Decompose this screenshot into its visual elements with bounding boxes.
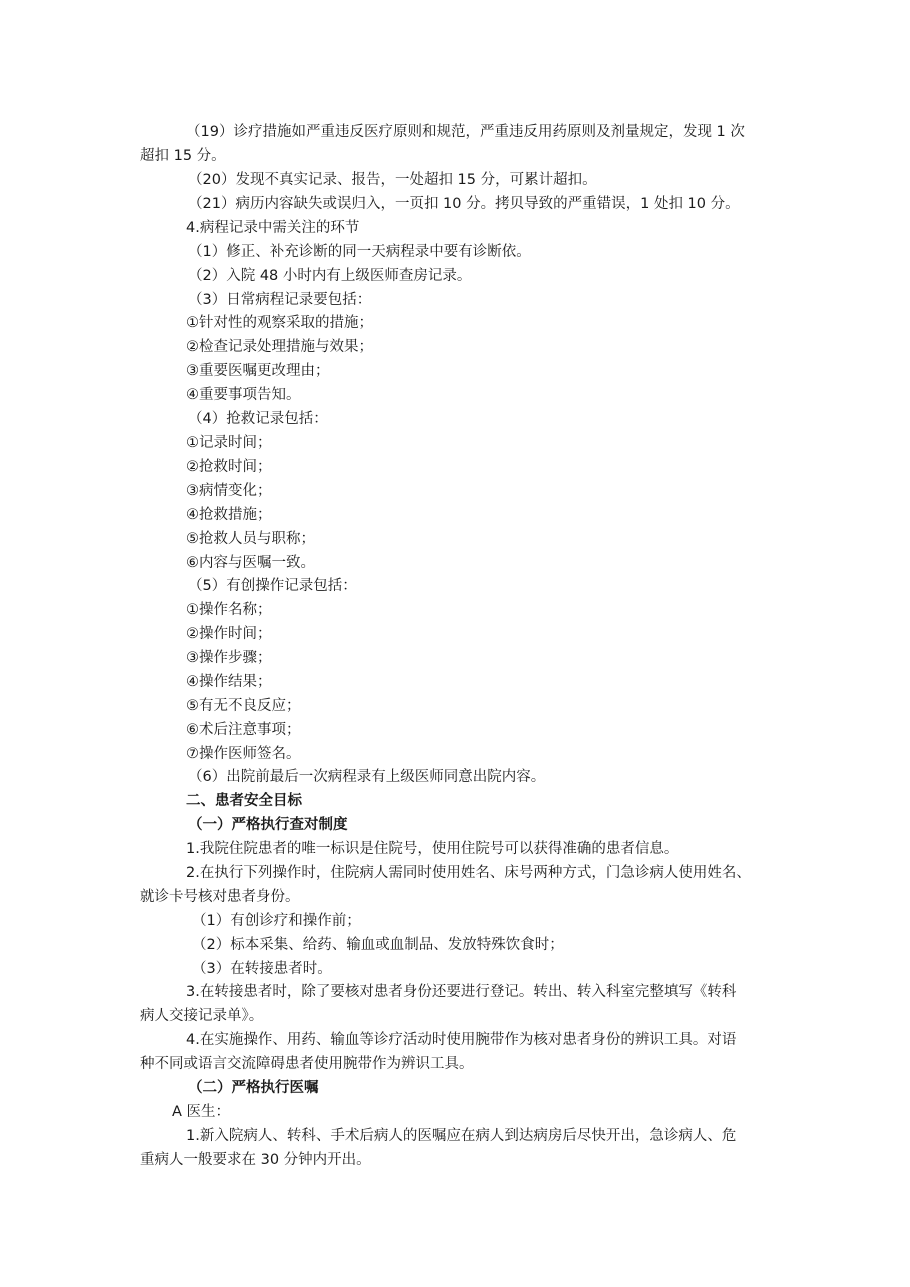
text-line: （20）发现不真实记录、报告，一处超扣 15 分，可累计超扣。	[188, 172, 597, 188]
subsection-heading: （一）严格执行查对制度	[188, 817, 348, 833]
text-line: 3.在转接患者时，除了要核对患者身份还要进行登记。转出、转入科室完整填写《转科	[186, 984, 737, 1000]
list-item: ①记录时间；	[186, 435, 272, 451]
list-item: ⑥内容与医嘱一致。	[186, 555, 315, 571]
text-line: （1）有创诊疗和操作前；	[192, 913, 361, 929]
list-item: ⑦操作医师签名。	[186, 746, 301, 762]
list-item: ②抢救时间；	[186, 459, 272, 475]
list-item: ④重要事项告知。	[186, 387, 301, 403]
text-line: 1.新入院病人、转科、手术后病人的医嘱应在病人到达病房后尽快开出，急诊病人、危	[186, 1128, 737, 1144]
text-line: A 医生：	[172, 1104, 231, 1120]
text-line: （2）标本采集、给药、输血或血制品、发放特殊饮食时；	[192, 937, 564, 953]
list-item: ⑤抢救人员与职称；	[186, 531, 315, 547]
text-line: （1）修正、补充诊断的同一天病程录中要有诊断依。	[188, 244, 531, 260]
text-line: 超扣 15 分。	[140, 148, 226, 164]
section-heading: 二、患者安全目标	[186, 793, 302, 809]
subsection-heading: （二）严格执行医嘱	[188, 1080, 319, 1096]
list-item: ②检查记录处理措施与效果；	[186, 339, 373, 355]
list-item: ④抢救措施；	[186, 507, 272, 523]
text-line: 种不同或语言交流障碍患者使用腕带作为辨识工具。	[140, 1056, 474, 1072]
list-item: ③重要医嘱更改理由；	[186, 363, 330, 379]
text-line: （6）出院前最后一次病程录有上级医师同意出院内容。	[188, 769, 546, 785]
text-line: 2.在执行下列操作时，住院病人需同时使用姓名、床号两种方式，门急诊病人使用姓名、	[186, 865, 751, 881]
list-item: ④操作结果；	[186, 674, 272, 690]
text-line: 1.我院住院患者的唯一标识是住院号，使用住院号可以获得准确的患者信息。	[186, 841, 679, 857]
text-line: （2）入院 48 小时内有上级医师查房记录。	[188, 268, 472, 284]
text-line: （3）日常病程记录要包括：	[188, 292, 372, 308]
list-item: ③操作步骤；	[186, 650, 272, 666]
list-item: ①针对性的观察采取的措施；	[186, 315, 373, 331]
list-item: ②操作时间；	[186, 626, 272, 642]
text-line: （21）病历内容缺失或误归入，一页扣 10 分。拷贝导致的严重错误，1 处扣 10 分。	[188, 196, 740, 212]
list-item: ⑤有无不良反应；	[186, 698, 301, 714]
text-line: （3）在转接患者时。	[192, 961, 332, 977]
text-line: 重病人一般要求在 30 分钟内开出。	[140, 1152, 371, 1168]
text-line: 就诊卡号核对患者身份。	[140, 889, 300, 905]
text-line: （5）有创操作记录包括：	[188, 578, 357, 594]
list-item: ③病情变化；	[186, 483, 272, 499]
text-line: （4）抢救记录包括：	[188, 411, 328, 427]
text-line: 4.在实施操作、用药、输血等诊疗活动时使用腕带作为核对患者身份的辨识工具。对语	[186, 1032, 737, 1048]
list-item: ①操作名称；	[186, 602, 272, 618]
text-line: （19）诊疗措施如严重违反医疗原则和规范，严重违反用药原则及剂量规定，发现 1 次	[186, 124, 745, 140]
list-item: ⑥术后注意事项；	[186, 722, 301, 738]
text-line: 病人交接记录单》。	[140, 1008, 264, 1024]
section-heading: 4.病程记录中需关注的环节	[186, 220, 360, 236]
